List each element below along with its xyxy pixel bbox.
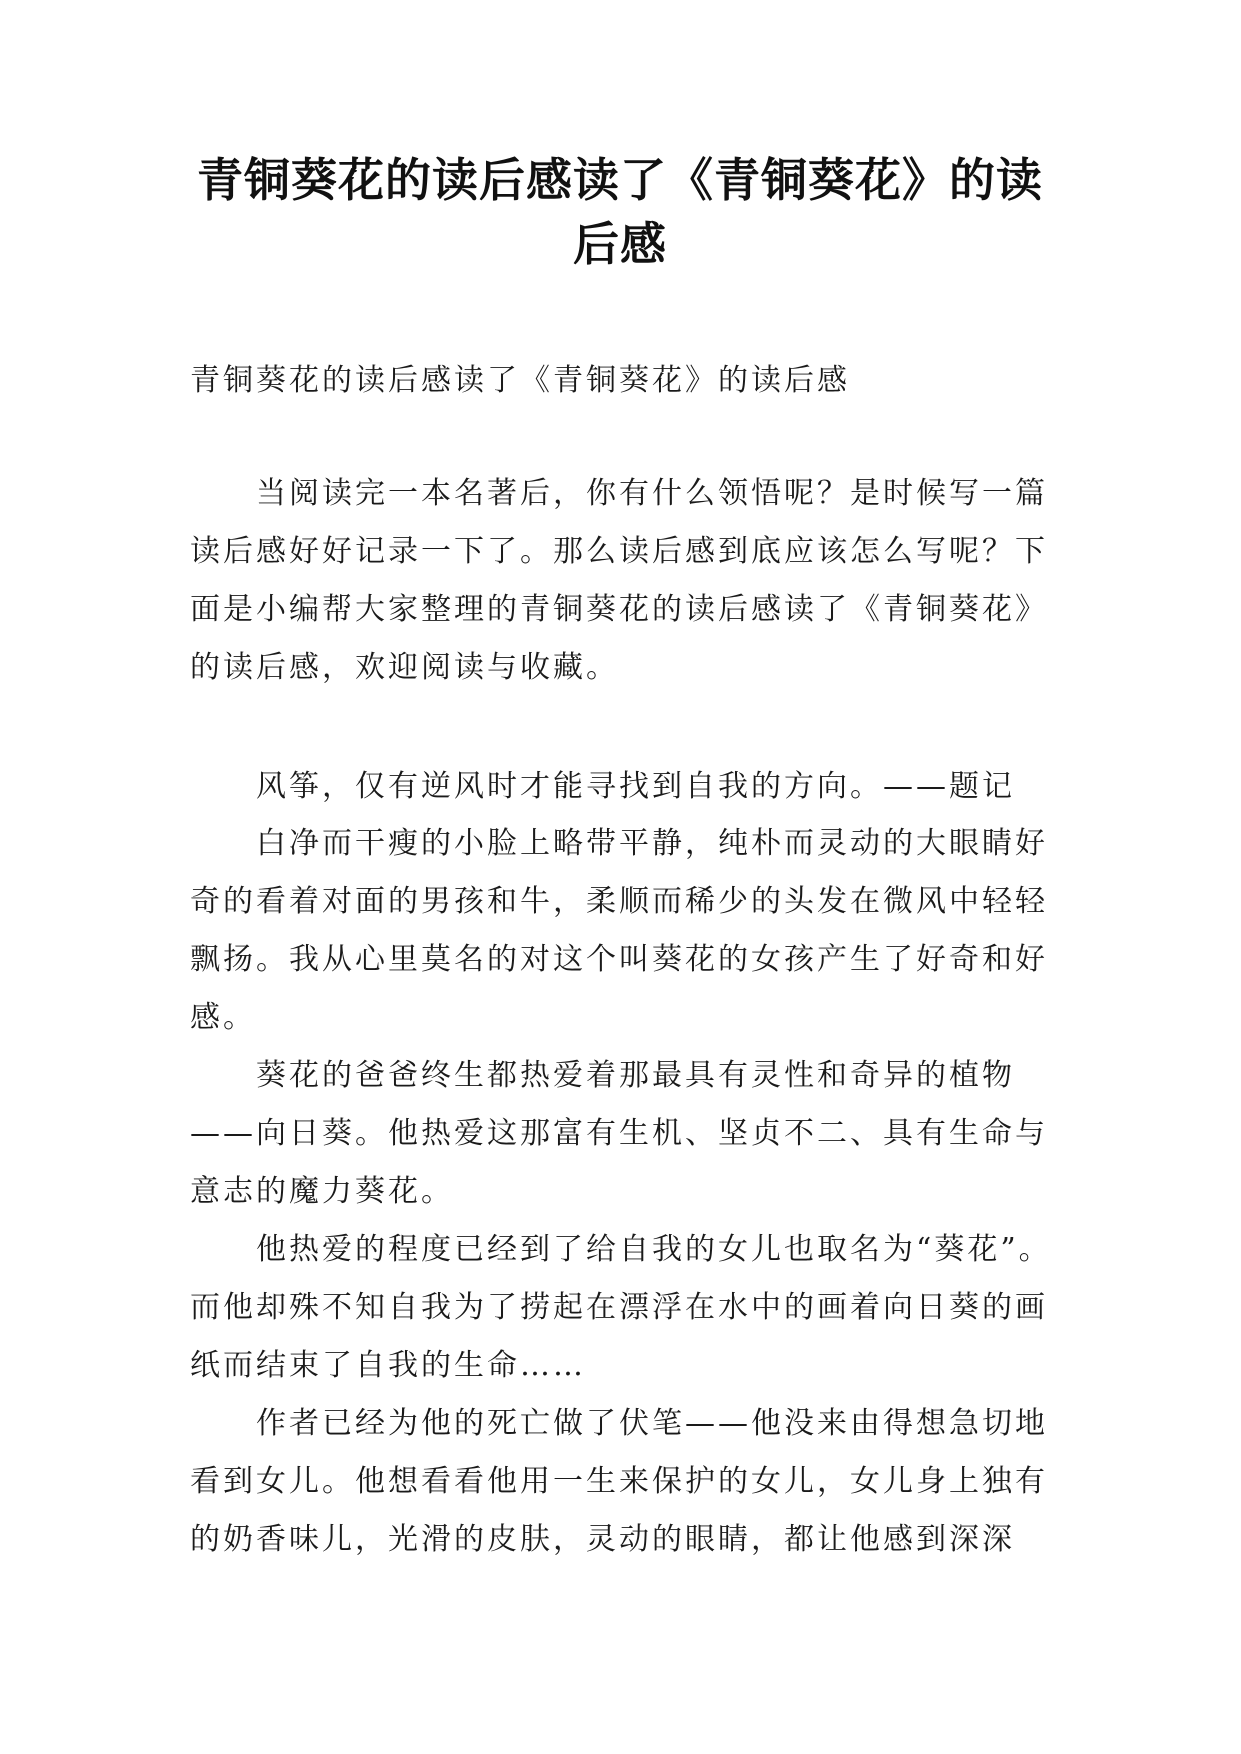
document-subtitle: 青铜葵花的读后感读了《青铜葵花》的读后感: [190, 363, 850, 398]
paragraph-body-1: 白净而干瘦的小脸上略带平静，纯朴而灵动的大眼睛好奇的看着对面的男孩和牛，柔顺而稀少的头发在微风中轻轻飘扬。我从心里莫名的对这个叫葵花的女孩产生了好奇和好感。: [190, 826, 1048, 1035]
document-title: 青铜葵花的读后感读了《青铜葵花》的读后感: [197, 153, 1043, 271]
paragraph-body-3: 他热爱的程度已经到了给自我的女儿也取名为“葵花”。而他却殊不知自我为了捞起在漂浮在水中的画着向日葵的画纸而结束了自我的生命……: [190, 1232, 1052, 1383]
paragraph-body-2: 葵花的爸爸终生都热爱着那最具有灵性和奇异的植物——向日葵。他热爱这那富有生机、坚贞不二、具有生命与意志的魔力葵花。: [190, 1058, 1048, 1209]
paragraph-intro: 当阅读完一本名著后，你有什么领悟呢？是时候写一篇读后感好好记录一下了。那么读后感到底应该怎么写呢？下面是小编帮大家整理的青铜葵花的读后感读了《青铜葵花》的读后感，欢迎阅读与收藏。: [190, 476, 1048, 685]
paragraph-epigraph: 风筝，仅有逆风时才能寻找到自我的方向。——题记: [256, 769, 1015, 804]
paragraph-body-4: 作者已经为他的死亡做了伏笔——他没来由得想急切地看到女儿。他想看看他用一生来保护的女儿，女儿身上独有的奶香味儿，光滑的皮肤，灵动的眼睛，都让他感到深深: [190, 1406, 1048, 1557]
